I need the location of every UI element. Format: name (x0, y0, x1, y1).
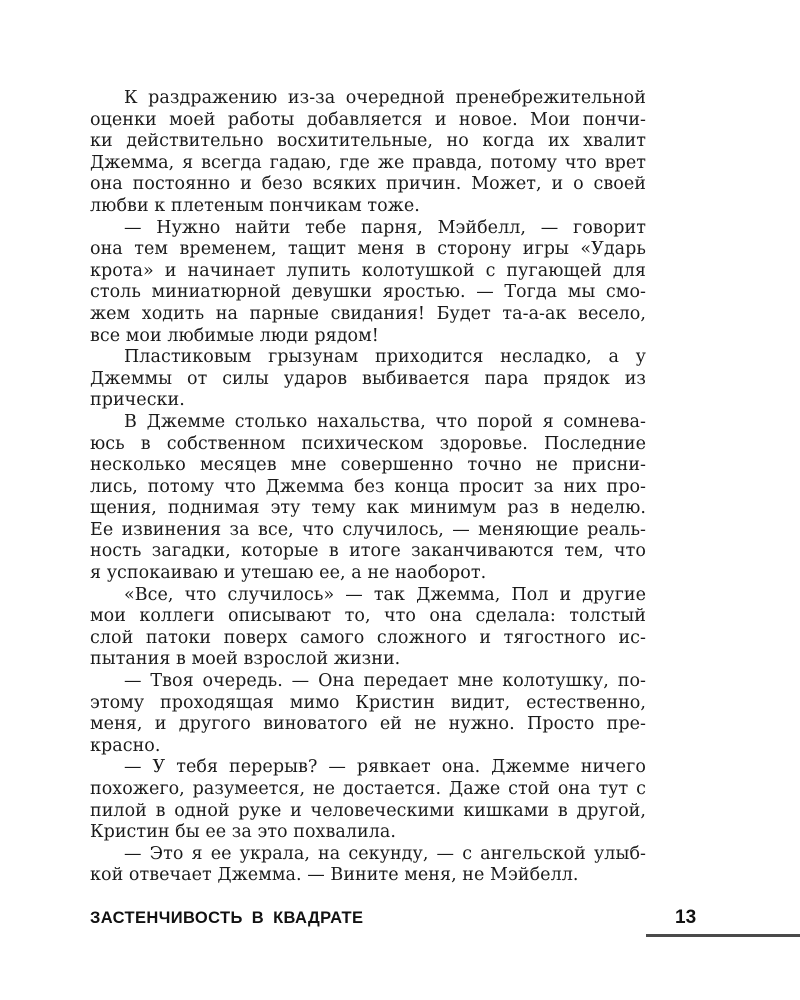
text-line: она тем временем, тащит меня в сторону игры «Ударь (90, 239, 646, 260)
text-line: — Нужно найти тебе парня, Мэйбелл, — говорит (124, 217, 646, 238)
text-line: Кристин бы ее за это похвалила. (90, 822, 397, 843)
text-line: пытания в моей взрослой жизни. (90, 649, 401, 670)
text-line: — Это я ее украла, на секунду, — с ангельской улыб- (124, 843, 646, 864)
text-line: похожего, разумеется, не достается. Даже стой она тут с (90, 779, 646, 799)
text-line: ки действительно восхитительные, но когда их хвалит (90, 131, 646, 152)
text-line: красно. (90, 735, 161, 756)
text-line: В Джемме столько нахальства, что порой я сомнева- (124, 411, 646, 432)
text-line: ность загадки, которые в итоге заканчиваются тем, что (90, 541, 646, 562)
running-title: ЗАСТЕНЧИВОСТЬ В КВАДРАТЕ (90, 909, 364, 927)
text-line: крота» и начинает лупить колотушкой с пугающей для (90, 260, 646, 281)
text-line: кой отвечает Джемма. — Вините меня, не Мэйбелл. (90, 865, 579, 886)
text-line: я успокаиваю и утешаю ее, а не наоборот. (90, 563, 487, 584)
text-line: «Все, что случилось» — так Джемма, Пол и другие (124, 584, 646, 605)
text-line: этому проходящая мимо Кристин видит, естественно, (90, 692, 646, 713)
text-line: — Твоя очередь. — Она передает мне колотушку, по- (124, 671, 646, 692)
text-line: несколько месяцев мне совершенно точно не присни- (90, 455, 646, 476)
text-line: пилой в одной руке и человеческими кишками в другой, (90, 800, 646, 821)
text-line: лись, потому что Джемма без конца просит за них про- (90, 476, 646, 497)
text-line: оценки моей работы добавляется и новое. Мои пончи- (90, 109, 646, 130)
text-line: Джемма, я всегда гадаю, где же правда, потому что врет (90, 152, 646, 173)
text-line: прически. (90, 390, 185, 411)
page-body (90, 88, 646, 887)
text-line: Ее извинения за все, что случилось, — меняющие реаль- (90, 519, 646, 540)
text-line: столь миниатюрной девушки яростью. — Тогда мы смо- (90, 282, 646, 303)
page-number: 13 (675, 907, 697, 928)
text-line: Пластиковым грызунам приходится несладко, а у (124, 347, 646, 368)
text-line: меня, и другого виноватого ей не нужно. Просто пре- (90, 714, 646, 735)
text-line: любви к плетеным пончикам тоже. (90, 195, 420, 216)
text-line: К раздражению из-за очередной пренебрежительной (124, 88, 646, 108)
text-line: все мои любимые люди рядом! (90, 325, 379, 346)
footer-rule (646, 934, 800, 937)
text-line: она постоянно и безо всяких причин. Может, и о своей (90, 174, 646, 195)
page-footer (90, 909, 800, 939)
text-line: жем ходить на парные свидания! Будет та-а-ак весело, (90, 303, 646, 324)
text-line: Джеммы от силы ударов выбивается пара прядок из (90, 368, 646, 389)
text-line: слой патоки поверх самого сложного и тягостного ис- (90, 627, 646, 648)
text-line: — У тебя перерыв? — рявкает она. Джемме ничего (124, 757, 646, 778)
text-line: мои коллеги описывают то, что она сделала: толстый (90, 606, 646, 627)
text-line: юсь в собственном психическом здоровье. Последние (90, 433, 646, 454)
text-line: щения, поднимая эту тему как минимум раз в неделю. (90, 498, 646, 519)
